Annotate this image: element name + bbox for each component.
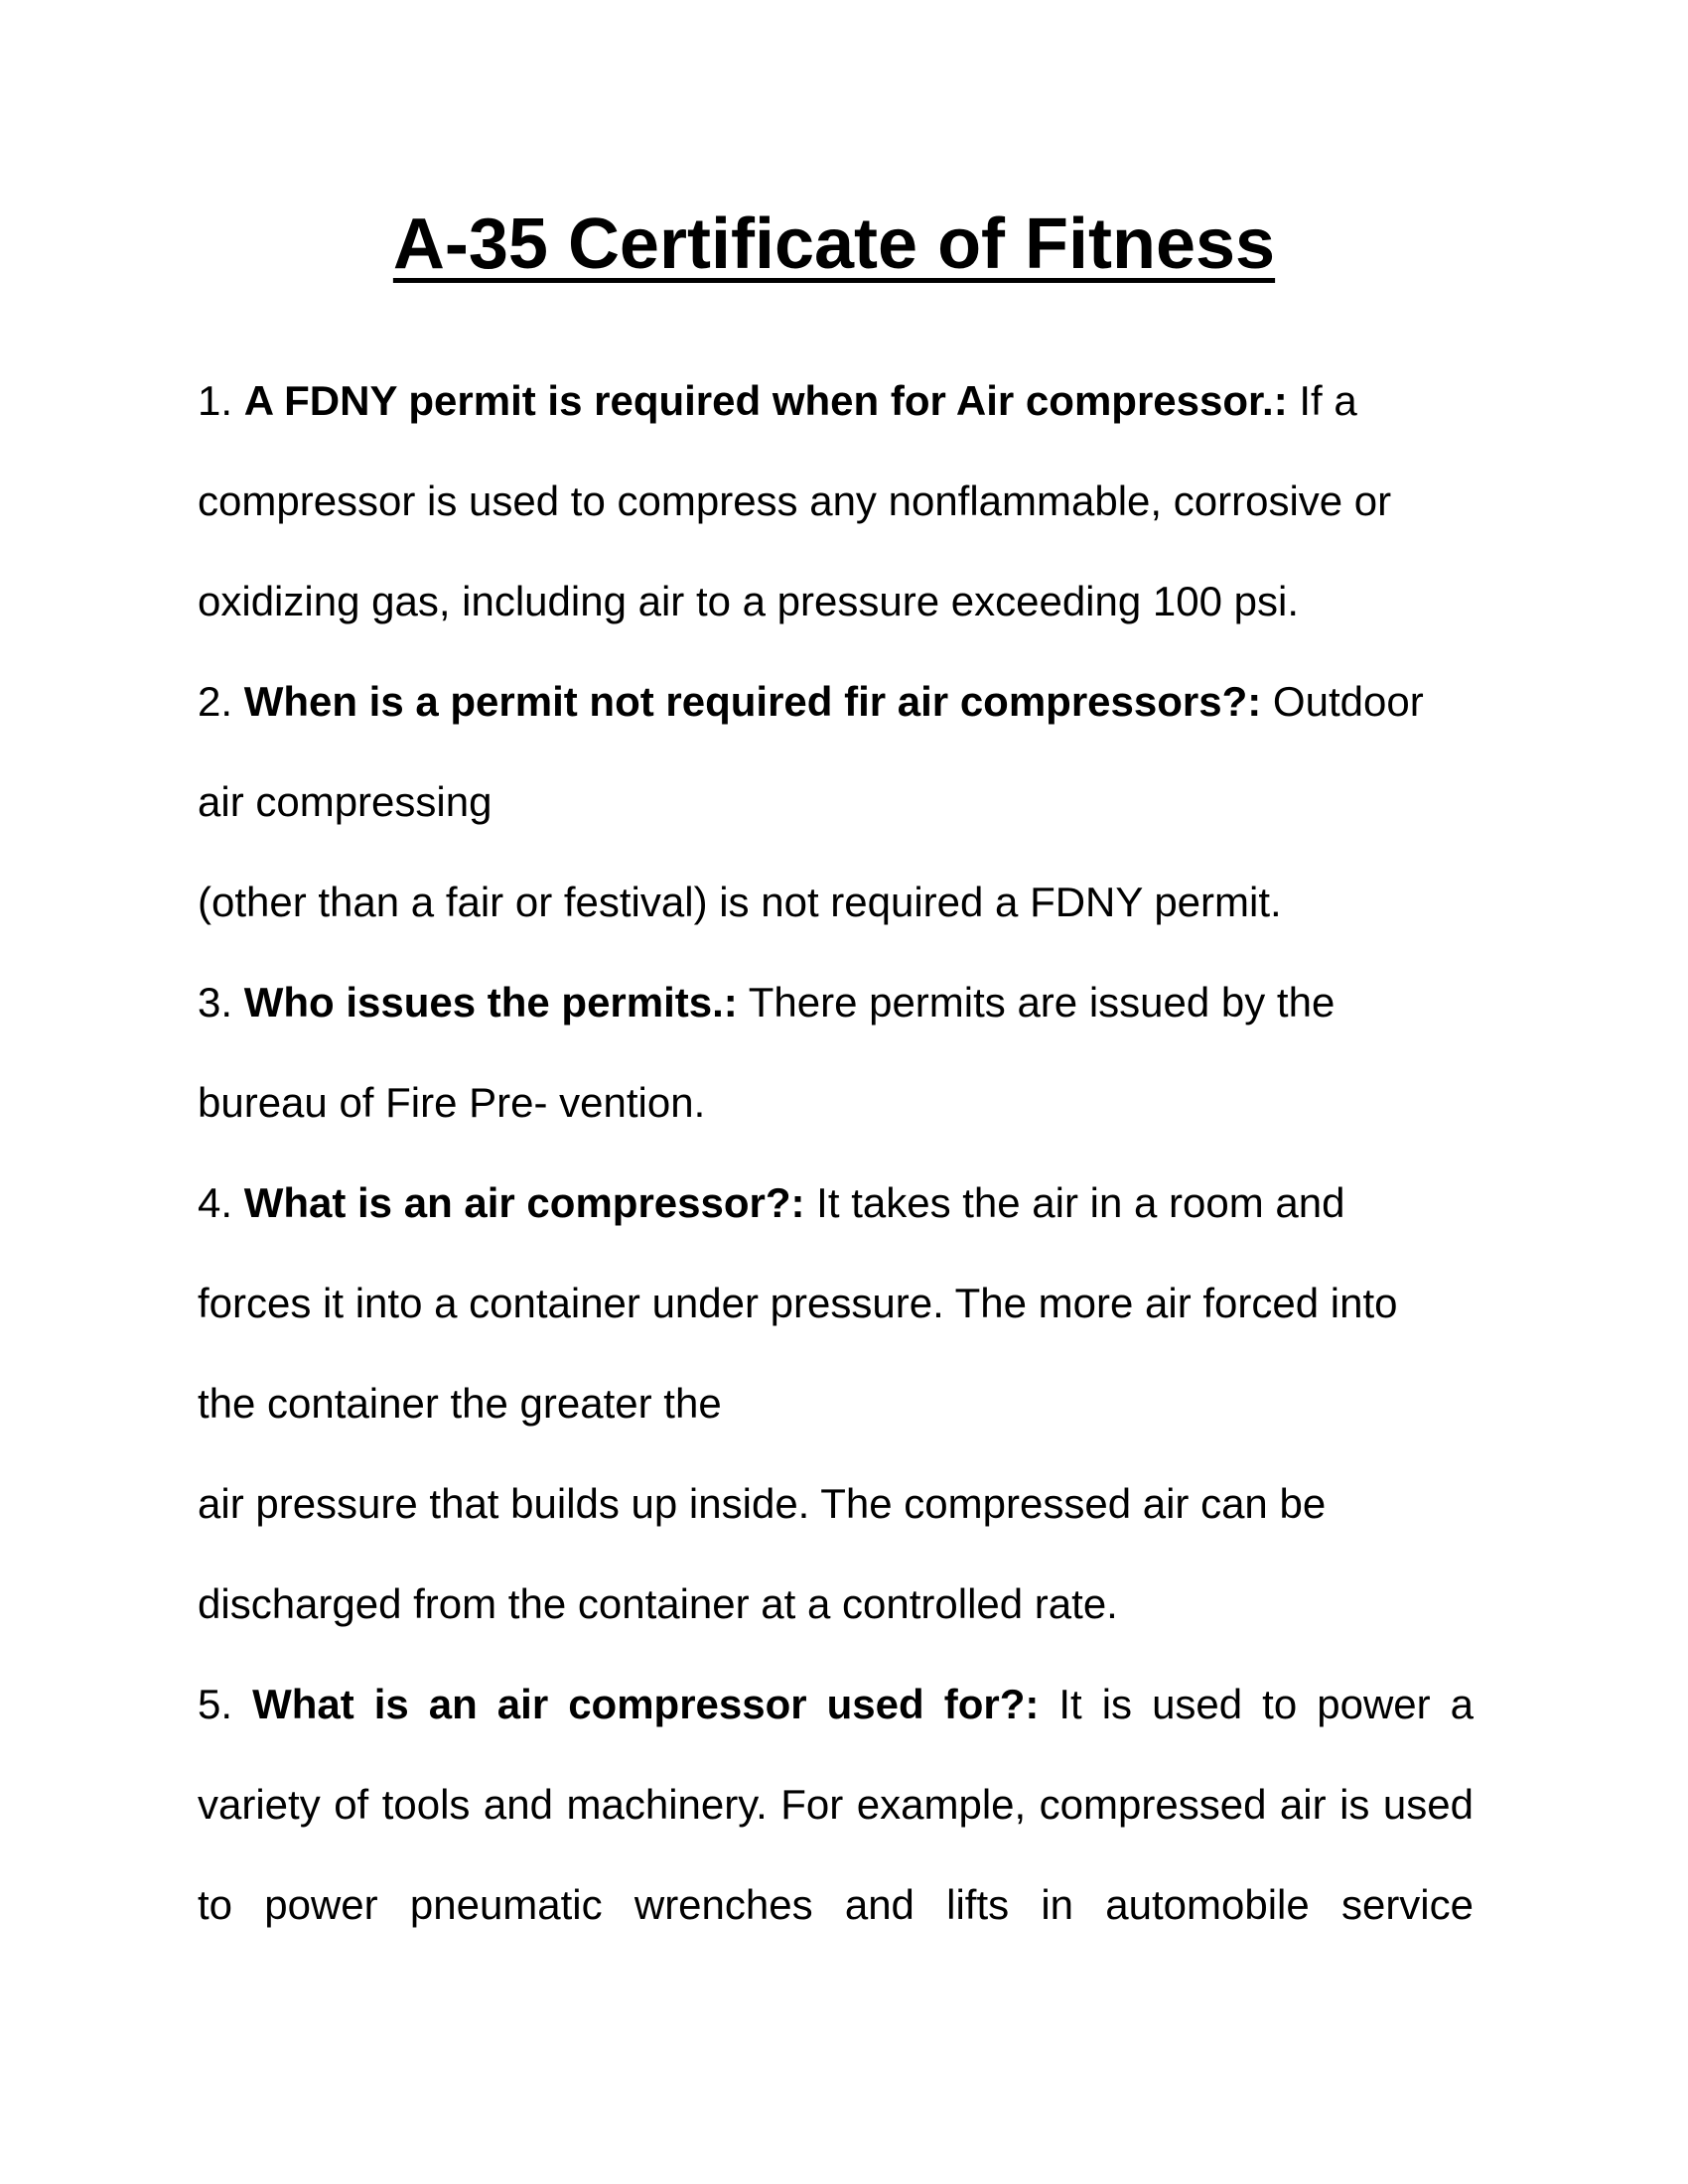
text-line	[198, 751, 1474, 852]
item-number: 4.	[198, 1179, 244, 1226]
answer-text: variety of tools and machinery. For example, compressed air is used	[198, 1781, 1474, 1828]
answer-text: Outdoor	[1261, 678, 1424, 725]
answer-text: bureau of Fire Pre- vention.	[198, 1079, 706, 1126]
text-line	[198, 651, 1474, 751]
answer-text: If a	[1287, 377, 1357, 424]
answer-text: compressor is used to compress any nonflammable, corrosive or	[198, 478, 1392, 524]
text-line	[198, 1453, 1474, 1554]
answer-text: discharged from the container at a controlled rate.	[198, 1580, 1118, 1627]
text-line	[198, 952, 1474, 1052]
answer-text: It takes the air in a room and	[804, 1179, 1345, 1226]
document-body	[198, 350, 1474, 1955]
text-line	[198, 1052, 1474, 1153]
answer-text: oxidizing gas, including air to a pressure exceeding 100 psi.	[198, 578, 1300, 624]
item-number: 1.	[198, 377, 244, 424]
text-line	[198, 551, 1474, 651]
text-line	[198, 1353, 1474, 1453]
text-line	[198, 1253, 1474, 1353]
answer-text: to power pneumatic wrenches and lifts in automobile service	[198, 1881, 1474, 1928]
answer-text: (other than a fair or festival) is not required a FDNY permit.	[198, 879, 1282, 925]
text-line	[198, 1554, 1474, 1654]
text-line	[198, 1654, 1474, 1754]
document-title: A-35 Certificate of Fitness	[392, 205, 1276, 284]
answer-text: air pressure that builds up inside. The compressed air can be	[198, 1480, 1327, 1527]
question-text: What is an air compressor?:	[243, 1179, 805, 1226]
answer-text: There permits are issued by the	[737, 979, 1336, 1025]
answer-text: forces it into a container under pressure. The more air forced into	[198, 1280, 1398, 1326]
text-line	[198, 1754, 1474, 1854]
text-line	[198, 350, 1474, 451]
question-text: Who issues the permits.:	[243, 979, 738, 1025]
item-number: 5.	[198, 1681, 253, 1727]
question-text: When is a permit not required fir air compressors?:	[243, 678, 1262, 725]
question-text: A FDNY permit is required when for Air compressor.:	[243, 377, 1288, 424]
text-line	[198, 451, 1474, 551]
answer-text: air compressing	[198, 778, 492, 825]
answer-text: It is used to power a	[1039, 1681, 1474, 1727]
item-number: 2.	[198, 678, 244, 725]
item-number: 3.	[198, 979, 244, 1025]
answer-text: the container the greater the	[198, 1380, 722, 1427]
text-line	[198, 852, 1474, 952]
text-line	[198, 1153, 1474, 1253]
question-text: What is an air compressor used for?:	[252, 1681, 1040, 1727]
text-line	[198, 1854, 1474, 1955]
